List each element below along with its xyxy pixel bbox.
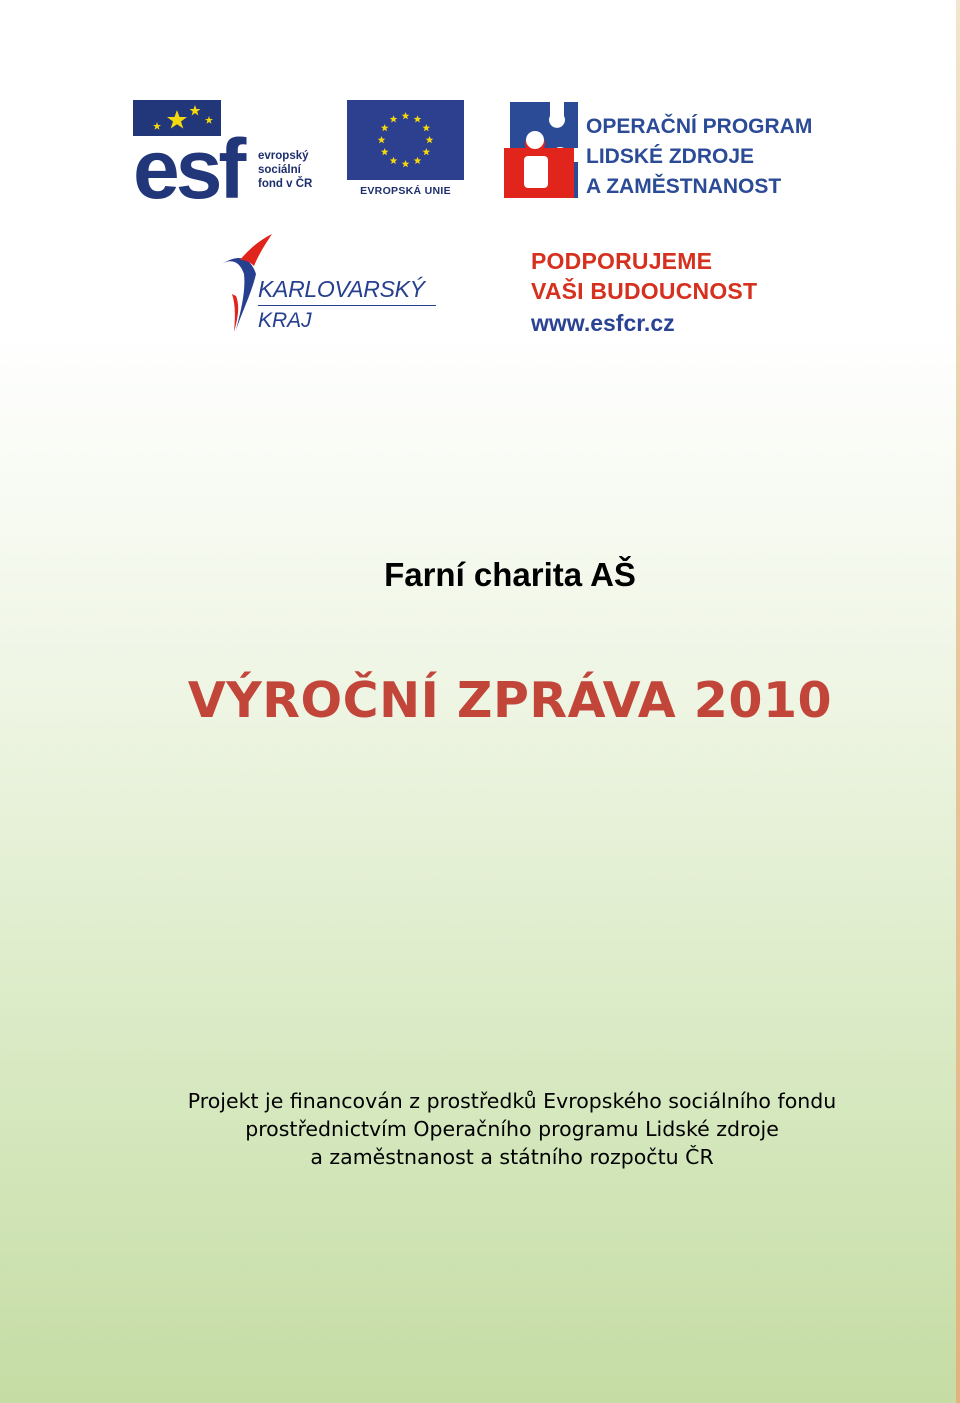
funding-line-2: prostřednictvím Operačního programu Lidské zdroje xyxy=(245,1117,779,1141)
karlovarsky-name: KARLOVARSKÝ xyxy=(258,276,425,302)
esf-line-2: sociální xyxy=(258,164,301,176)
funding-statement xyxy=(0,1087,960,1171)
document-title: VÝROČNÍ ZPRÁVA 2010 xyxy=(187,672,833,729)
op-line-2: LIDSKÉ ZDROJE xyxy=(586,145,755,168)
op-line-3: A ZAMĚSTNANOST xyxy=(586,175,782,198)
esf-line-1: evropský xyxy=(258,150,309,162)
esf-caption xyxy=(258,149,338,191)
funding-line-3: a zaměstnanost a státního rozpočtu ČR xyxy=(310,1145,714,1169)
podporujeme-line-2: VAŠI BUDOUCNOST xyxy=(531,278,758,304)
esf-wordmark: esf xyxy=(133,122,243,200)
op-lzz-text xyxy=(586,112,812,202)
op-lzz-logo xyxy=(504,100,580,200)
organization-title: Farní charita AŠ xyxy=(384,556,636,593)
karlovarsky-kraj: KRAJ xyxy=(258,309,312,332)
karlovarsky-divider xyxy=(258,305,436,306)
esf-line-3: fond v ČR xyxy=(258,178,313,190)
podporujeme-logo xyxy=(493,246,775,342)
op-line-1: OPERAČNÍ PROGRAM xyxy=(586,115,813,138)
eu-flag xyxy=(347,100,464,180)
podporujeme-url: www.esfcr.cz xyxy=(531,310,675,336)
funding-line-1: Projekt je financován z prostředků Evropského sociálního fondu xyxy=(187,1089,837,1113)
eu-label: EVROPSKÁ UNIE xyxy=(360,185,451,197)
podporujeme-line-1: PODPORUJEME xyxy=(531,248,713,274)
